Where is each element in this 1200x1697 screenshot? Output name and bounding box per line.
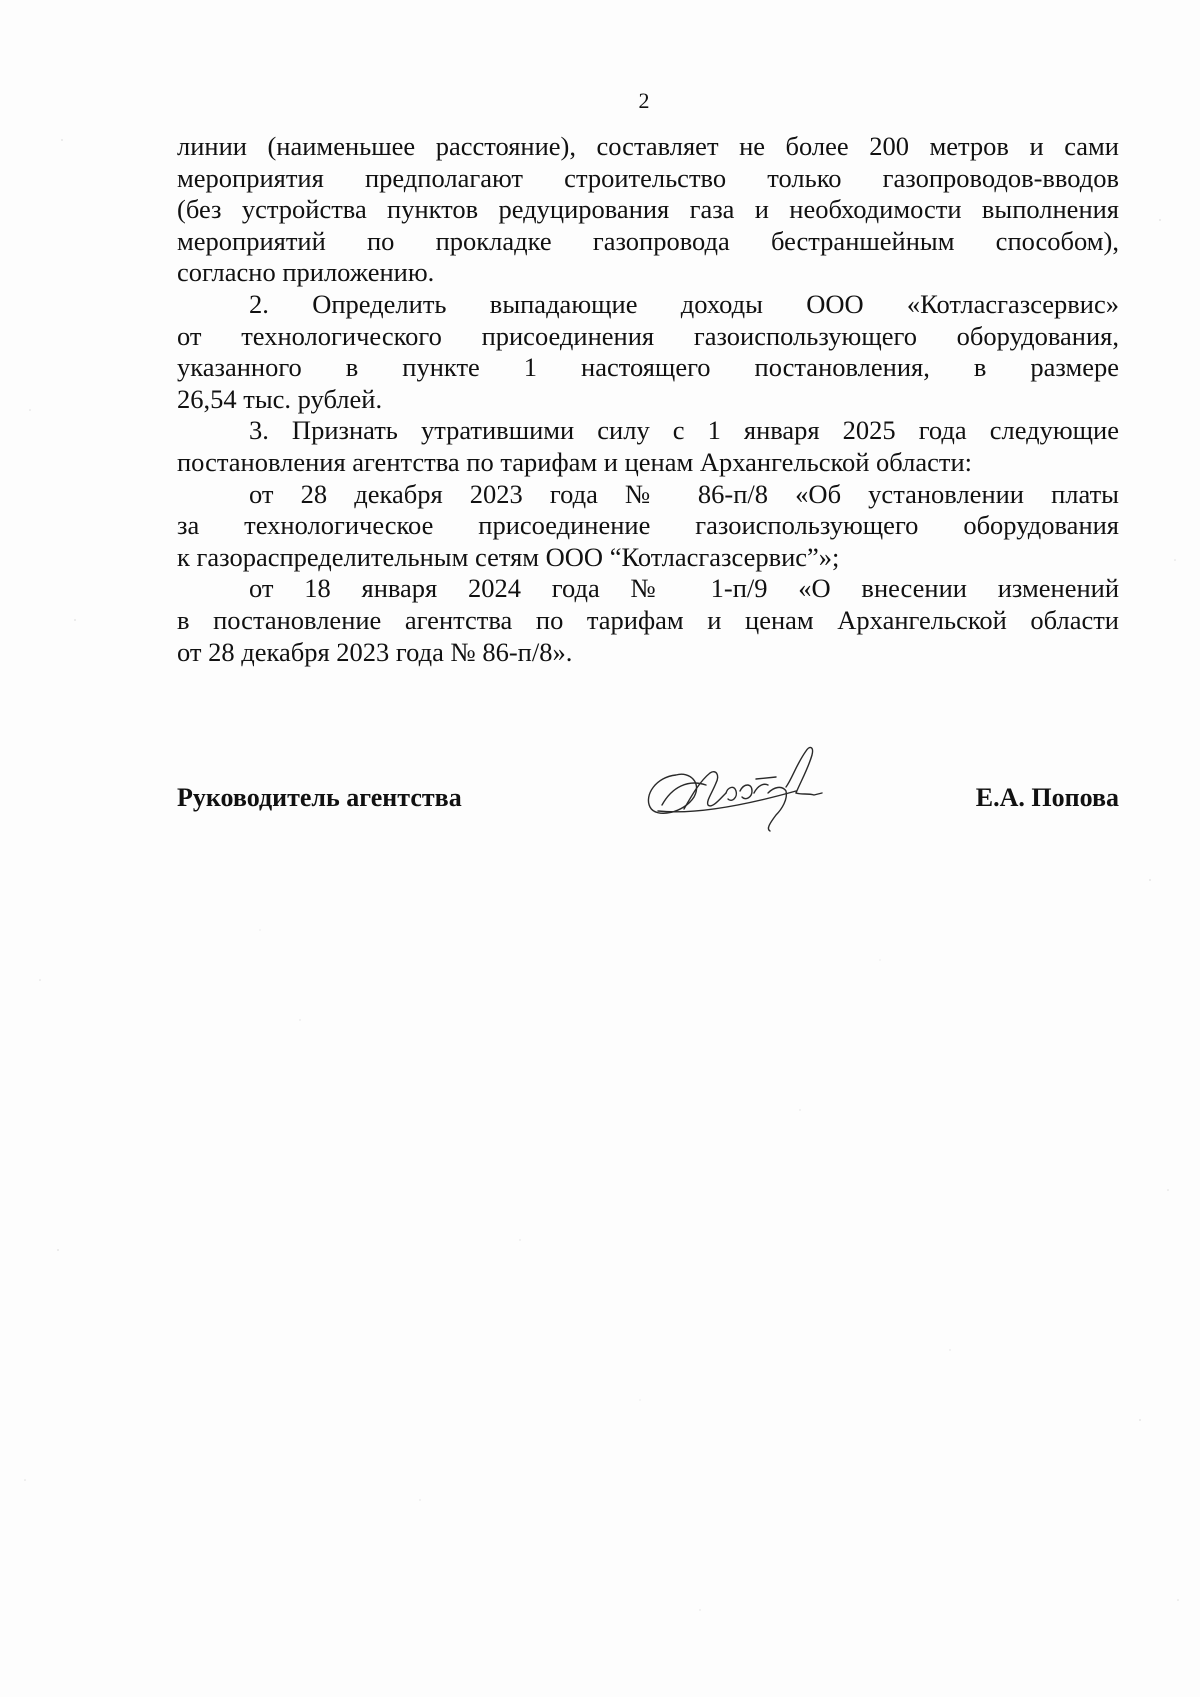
paragraph-continuation	[177, 131, 1119, 289]
paragraph-repealed-2	[177, 573, 1119, 668]
paragraph-item-3	[177, 415, 1119, 478]
paragraph-item-2	[177, 289, 1119, 415]
text-line: (без устройства пунктов редуцирования газа и необходимости выполнения	[177, 194, 1119, 225]
text-line: мероприятия предполагают строительство только газопроводов-вводов	[177, 162, 1119, 193]
text-line: в постановление агентства по тарифам и ценам Архангельской области	[177, 604, 1119, 635]
text-line: 3. Признать утратившими силу с 1 января 2025 года следующие	[249, 415, 1119, 446]
text-line: от 28 декабря 2023 года № 86-п/8».	[177, 636, 573, 667]
text-line: от технологического присоединения газоиспользующего оборудования,	[177, 320, 1119, 351]
document-body	[177, 131, 1119, 668]
text-line: согласно приложению.	[177, 257, 435, 288]
text-line: к газораспределительным сетям ООО “Котласгазсервис”»;	[177, 541, 840, 572]
signatory-position: Руководитель агентства	[177, 783, 462, 812]
paragraph-repealed-1	[177, 479, 1119, 574]
text-line: от 18 января 2024 года № 1-п/9 «О внесении изменений	[249, 573, 1119, 604]
signatory-name: Е.А. Попова	[975, 783, 1119, 812]
text-line: постановления агентства по тарифам и ценам Архангельской области:	[177, 446, 972, 477]
text-line: за технологическое присоединение газоиспользующего оборудования	[177, 510, 1119, 541]
text-line: 26,54 тыс. рублей.	[177, 383, 383, 414]
text-line: мероприятий по прокладке газопровода бестраншейным способом),	[177, 225, 1119, 256]
text-line: указанного в пункте 1 настоящего постановления, в размере	[177, 352, 1119, 383]
page-number: 2	[638, 88, 650, 113]
text-line: линии (наименьшее расстояние), составляет не более 200 метров и сами	[177, 131, 1119, 161]
text-line: от 28 декабря 2023 года № 86-п/8 «Об установлении платы	[249, 478, 1119, 509]
text-line: 2. Определить выпадающие доходы ООО «Котласгазсервис»	[249, 288, 1119, 319]
signature-block	[177, 782, 1119, 822]
